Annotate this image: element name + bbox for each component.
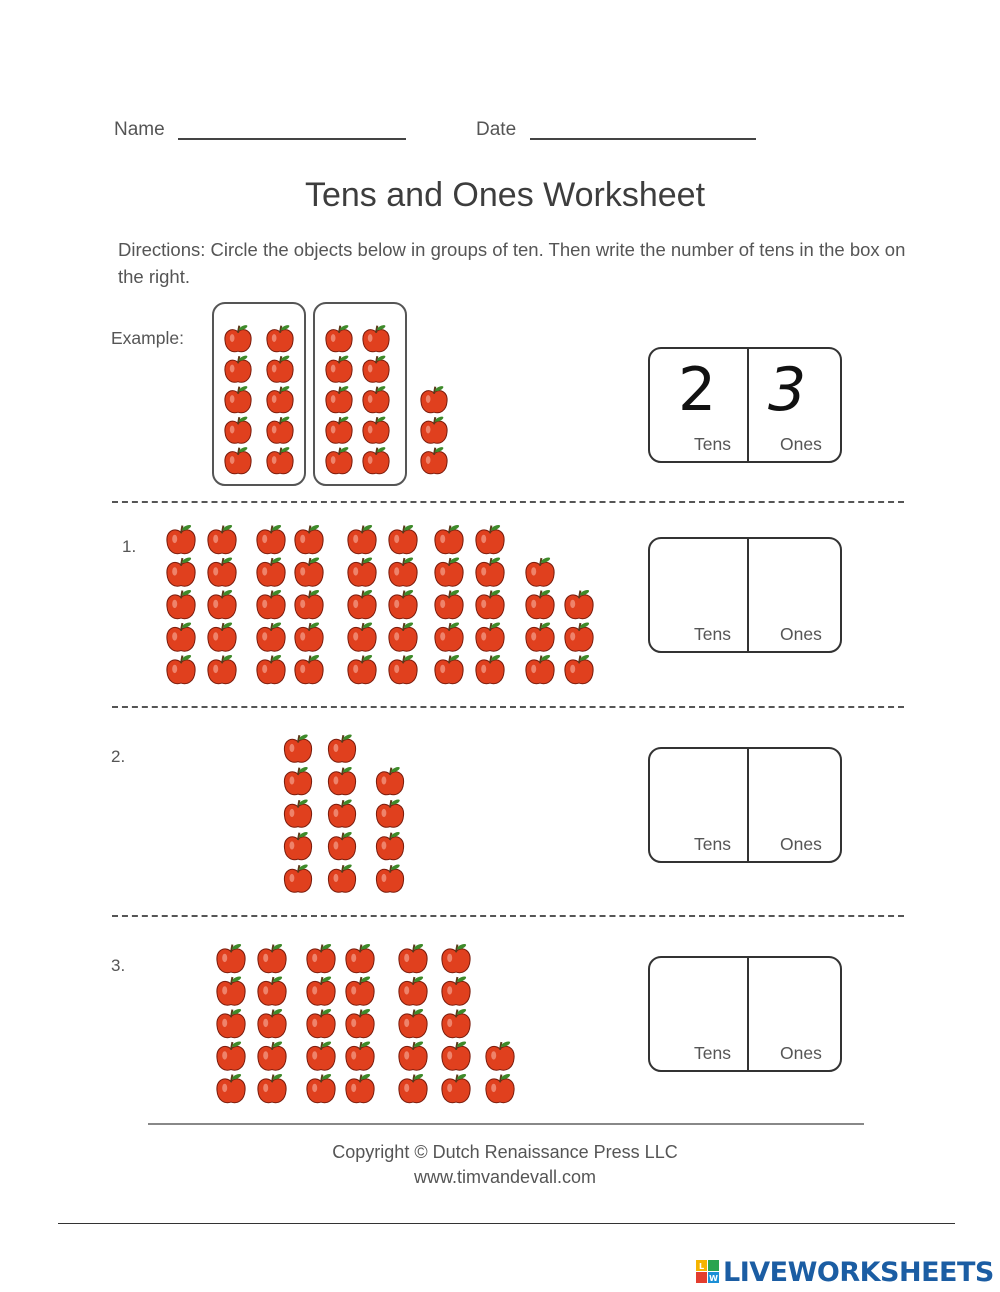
apple-icon: [421, 416, 447, 444]
apple-icon: [326, 446, 352, 474]
apple-icon: [307, 943, 335, 973]
apple-icon: [476, 621, 504, 651]
apple-icon: [258, 1008, 286, 1038]
apple-icon: [486, 1040, 514, 1070]
apple-icon: [225, 355, 251, 383]
name-label: Name: [114, 119, 165, 140]
apple-icon: [225, 324, 251, 352]
apple-icon: [257, 524, 285, 554]
apple-icon: [217, 975, 245, 1005]
apple-icon: [565, 621, 593, 651]
apple-icon: [295, 654, 323, 684]
apple-icon: [208, 589, 236, 619]
apple-icon: [257, 621, 285, 651]
example-label: Example:: [111, 328, 184, 348]
apple-icon: [389, 621, 417, 651]
apple-icon: [421, 385, 447, 413]
apple-icon: [348, 556, 376, 586]
apple-icon: [442, 1008, 470, 1038]
apple-icon: [257, 589, 285, 619]
tens-label: Tens: [694, 1043, 731, 1063]
apple-icon: [258, 1040, 286, 1070]
date-label: Date: [476, 119, 517, 140]
apple-icon: [208, 621, 236, 651]
apple-icon: [363, 355, 389, 383]
apple-icon: [284, 733, 311, 762]
apple-icon: [435, 589, 463, 619]
apple-icon: [307, 1040, 335, 1070]
apple-icon: [258, 943, 286, 973]
apple-icon: [435, 621, 463, 651]
apple-icon: [421, 446, 447, 474]
apple-icon: [389, 524, 417, 554]
apple-icon: [326, 416, 352, 444]
apple-icon: [442, 1073, 470, 1103]
ones-label: Ones: [780, 834, 822, 854]
apple-icon: [267, 324, 293, 352]
apple-icon: [435, 556, 463, 586]
apple-icon: [399, 1073, 427, 1103]
apple-icon: [376, 831, 403, 860]
apple-icon: [284, 831, 311, 860]
tens-label: Tens: [694, 834, 731, 854]
apple-icon: [328, 798, 355, 827]
apple-icon: [435, 654, 463, 684]
apple-icon: [346, 1040, 374, 1070]
apple-icon: [326, 355, 352, 383]
apple-icon: [267, 385, 293, 413]
apple-icon: [167, 524, 195, 554]
apple-icon: [328, 766, 355, 795]
apple-icon: [217, 1040, 245, 1070]
apple-icon: [208, 524, 236, 554]
directions-text: Directions: Circle the objects below in groups of ten. Then write the number of tens in the box on the right.: [118, 239, 906, 287]
apple-icon: [565, 589, 593, 619]
apple-icon: [348, 654, 376, 684]
apple-icon: [167, 654, 195, 684]
apple-icon: [389, 589, 417, 619]
apple-icon: [267, 416, 293, 444]
tens-label: Tens: [694, 624, 731, 644]
apple-icon: [167, 589, 195, 619]
apple-icon: [307, 1008, 335, 1038]
apple-icon: [295, 524, 323, 554]
apple-icon: [217, 1073, 245, 1103]
apple-icon: [389, 654, 417, 684]
apple-icon: [476, 589, 504, 619]
apple-icon: [208, 556, 236, 586]
apple-icon: [208, 654, 236, 684]
apple-icon: [217, 943, 245, 973]
apple-icon: [326, 385, 352, 413]
apple-icon: [348, 589, 376, 619]
apple-icon: [225, 416, 251, 444]
apple-icon: [376, 766, 403, 795]
apple-icon: [167, 621, 195, 651]
apple-icon: [258, 975, 286, 1005]
apple-icon: [442, 943, 470, 973]
apple-icon: [526, 556, 554, 586]
apple-icon: [267, 355, 293, 383]
apple-icon: [399, 943, 427, 973]
apple-icon: [326, 324, 352, 352]
apple-icon: [267, 446, 293, 474]
apple-icon: [476, 524, 504, 554]
apple-icon: [389, 556, 417, 586]
apple-icon: [399, 1008, 427, 1038]
copyright-text: Copyright © Dutch Renaissance Press LLC: [332, 1142, 678, 1162]
apple-icon: [284, 863, 311, 892]
apple-icon: [486, 1073, 514, 1103]
apple-icon: [225, 385, 251, 413]
ones-label: Ones: [780, 1043, 822, 1063]
apple-icon: [346, 1008, 374, 1038]
problem-2-number: 2.: [111, 747, 126, 766]
apple-icon: [217, 1008, 245, 1038]
apple-icon: [363, 416, 389, 444]
apple-icon: [346, 943, 374, 973]
apple-icon: [526, 589, 554, 619]
apple-icon: [284, 798, 311, 827]
tens-label: Tens: [694, 434, 731, 454]
logo-letter-l: L: [698, 1262, 705, 1271]
apple-icon: [376, 798, 403, 827]
apple-icon: [476, 654, 504, 684]
apple-icon: [328, 831, 355, 860]
apple-icon: [257, 556, 285, 586]
apple-icon: [328, 863, 355, 892]
apple-icon: [526, 654, 554, 684]
apple-icon: [346, 1073, 374, 1103]
apple-icon: [258, 1073, 286, 1103]
apple-icon: [526, 621, 554, 651]
apple-icon: [225, 446, 251, 474]
example-ones-digit: 3: [768, 355, 807, 425]
apple-icon: [399, 1040, 427, 1070]
apple-icon: [442, 975, 470, 1005]
problem-3-number: 3.: [111, 956, 126, 975]
apple-icon: [399, 975, 427, 1005]
ones-label: Ones: [780, 434, 822, 454]
problem-1-number: 1.: [122, 537, 137, 556]
footer-rule: [148, 1123, 864, 1125]
liveworksheets-brand[interactable]: [695, 1252, 994, 1292]
apple-icon: [476, 556, 504, 586]
apple-icon: [257, 654, 285, 684]
apple-icon: [346, 975, 374, 1005]
apple-icon: [363, 385, 389, 413]
apple-icon: [363, 324, 389, 352]
ones-label: Ones: [780, 624, 822, 644]
liveworksheets-wordmark: LIVEWORKSHEETS: [723, 1256, 994, 1288]
apple-icon: [307, 1073, 335, 1103]
apple-icon: [328, 733, 355, 762]
apple-icon: [348, 621, 376, 651]
apple-icon: [307, 975, 335, 1005]
apple-icon: [295, 621, 323, 651]
website-link[interactable]: www.timvandevall.com: [413, 1167, 597, 1187]
apple-icon: [363, 446, 389, 474]
apple-icon: [565, 654, 593, 684]
apple-icon: [295, 589, 323, 619]
apple-icon: [167, 556, 195, 586]
example-tens-digit: 2: [678, 355, 717, 425]
page-rule: [58, 1223, 955, 1224]
liveworksheets-logo-icon: [695, 1259, 721, 1285]
apple-icon: [376, 863, 403, 892]
worksheet-title: Tens and Ones Worksheet: [304, 176, 706, 214]
logo-letter-w: W: [709, 1274, 718, 1283]
apple-icon: [295, 556, 323, 586]
apple-icon: [442, 1040, 470, 1070]
apple-icon: [284, 766, 311, 795]
apple-icon: [435, 524, 463, 554]
apple-icon: [348, 524, 376, 554]
